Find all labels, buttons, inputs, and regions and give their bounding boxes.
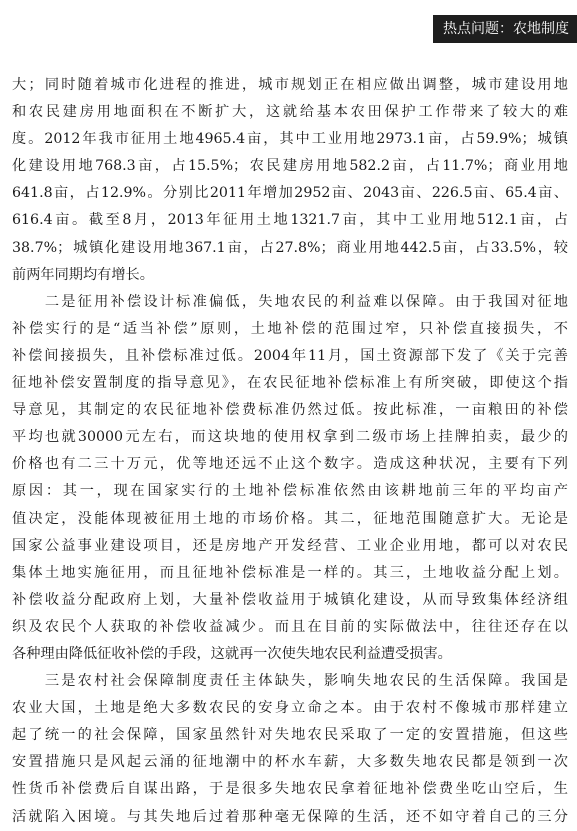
text-line: 征地补偿安置制度的指导意见》，在农民征地补偿标准上有所突破，即使这个指	[12, 375, 568, 392]
text-line: 国家公益事业建设项目，还是房地产开发经营、工业企业用地，都可以对农民	[12, 537, 568, 554]
text-line: 616.4亩。截至8月，2013年征用土地1321.7亩，其中工业用地512.1亩，占	[12, 212, 568, 229]
text-line: 集体土地实施征用，而且征地补偿标准是一样的。其三，土地收益分配上划。	[12, 564, 568, 581]
text-line: 平均也就30000元左右，而这块地的使用权拿到二级市场上挂牌拍卖，最少的	[12, 429, 568, 446]
text-line: 641.8亩，占12.9%。分别比2011年增加2952亩、2043亩、226.5亩、65.4亩、	[12, 185, 568, 202]
text-line: 补偿实行的是“适当补偿”原则，土地补偿的范围过窄，只补偿直接损失，不	[12, 320, 568, 337]
text-line: 农业大国，土地是绝大多数农民的安身立命之本。由于农村不像城市那样建立	[12, 700, 568, 717]
text-line: 前两年同期均有增长。	[12, 266, 154, 283]
section-header-title: 热点问题：农地制度	[443, 21, 569, 37]
article-body	[12, 72, 568, 831]
text-line: 补偿收益分配政府上划，大量补偿收益用于城镇化建设，从而导致集体经济组	[12, 591, 568, 608]
text-line: 度。2012年我市征用土地4965.4亩，其中工业用地2973.1亩，占59.9%；城镇	[12, 131, 568, 148]
text-line: 化建设用地768.3亩，占15.5%；农民建房用地582.2亩，占11.7%；商业用地	[12, 158, 568, 175]
section-header	[433, 15, 577, 43]
text-line: 和农民建房用地面积在不断扩大，这就给基本农田保护工作带来了较大的难	[12, 104, 568, 121]
text-line: 活就陷入困境。与其失地后过着那种毫无保障的生活，还不如守着自己的三分	[12, 808, 568, 825]
text-line: 导意见，其制定的农民征地补偿费标准仍然过低。按此标准，一亩粮田的补偿	[12, 402, 568, 419]
text-line: 安置措施只是风起云涌的征地潮中的杯水车薪，大多数失地农民都是领到一次	[12, 754, 568, 771]
text-line: 值决定，没能体现被征用土地的市场价格。其二，征地范围随意扩大。无论是	[12, 510, 568, 527]
text-line: 三是农村社会保障制度责任主体缺失，影响失地农民的生活保障。我国是	[12, 673, 568, 690]
text-line: 二是征用补偿设计标准偏低，失地农民的利益难以保障。由于我国对征地	[12, 293, 568, 310]
text-line: 补偿间接损失，且补偿标准过低。2004年11月，国土资源部下发了《关于完善	[12, 347, 568, 364]
text-line: 织及农民个人获取的补偿收益减少。而且在目前的实际做法中，往往还存在以	[12, 618, 568, 635]
text-line: 性货币补偿费后自谋出路，于是很多失地农民拿着征地补偿费坐吃山空后，生	[12, 781, 568, 798]
text-line: 价格也有二三十万元，优等地还远不止这个数字。造成这种状况，主要有下列	[12, 456, 568, 473]
text-line: 各种理由降低征收补偿的手段，这就再一次使失地农民利益遭受损害。	[12, 645, 452, 662]
text-line: 大；同时随着城市化进程的推进，城市规划正在相应做出调整，城市建设用地	[12, 77, 568, 93]
text-line: 起了统一的社会保障，国家虽然针对失地农民采取了一定的安置措施，但这些	[12, 727, 568, 744]
text-line: 原因：其一，现在国家实行的土地补偿标准依然由该耕地前三年的平均亩产	[12, 483, 568, 500]
text-line: 38.7%；城镇化建设用地367.1亩，占27.8%；商业用地442.5亩，占33.5%，较	[12, 239, 568, 256]
